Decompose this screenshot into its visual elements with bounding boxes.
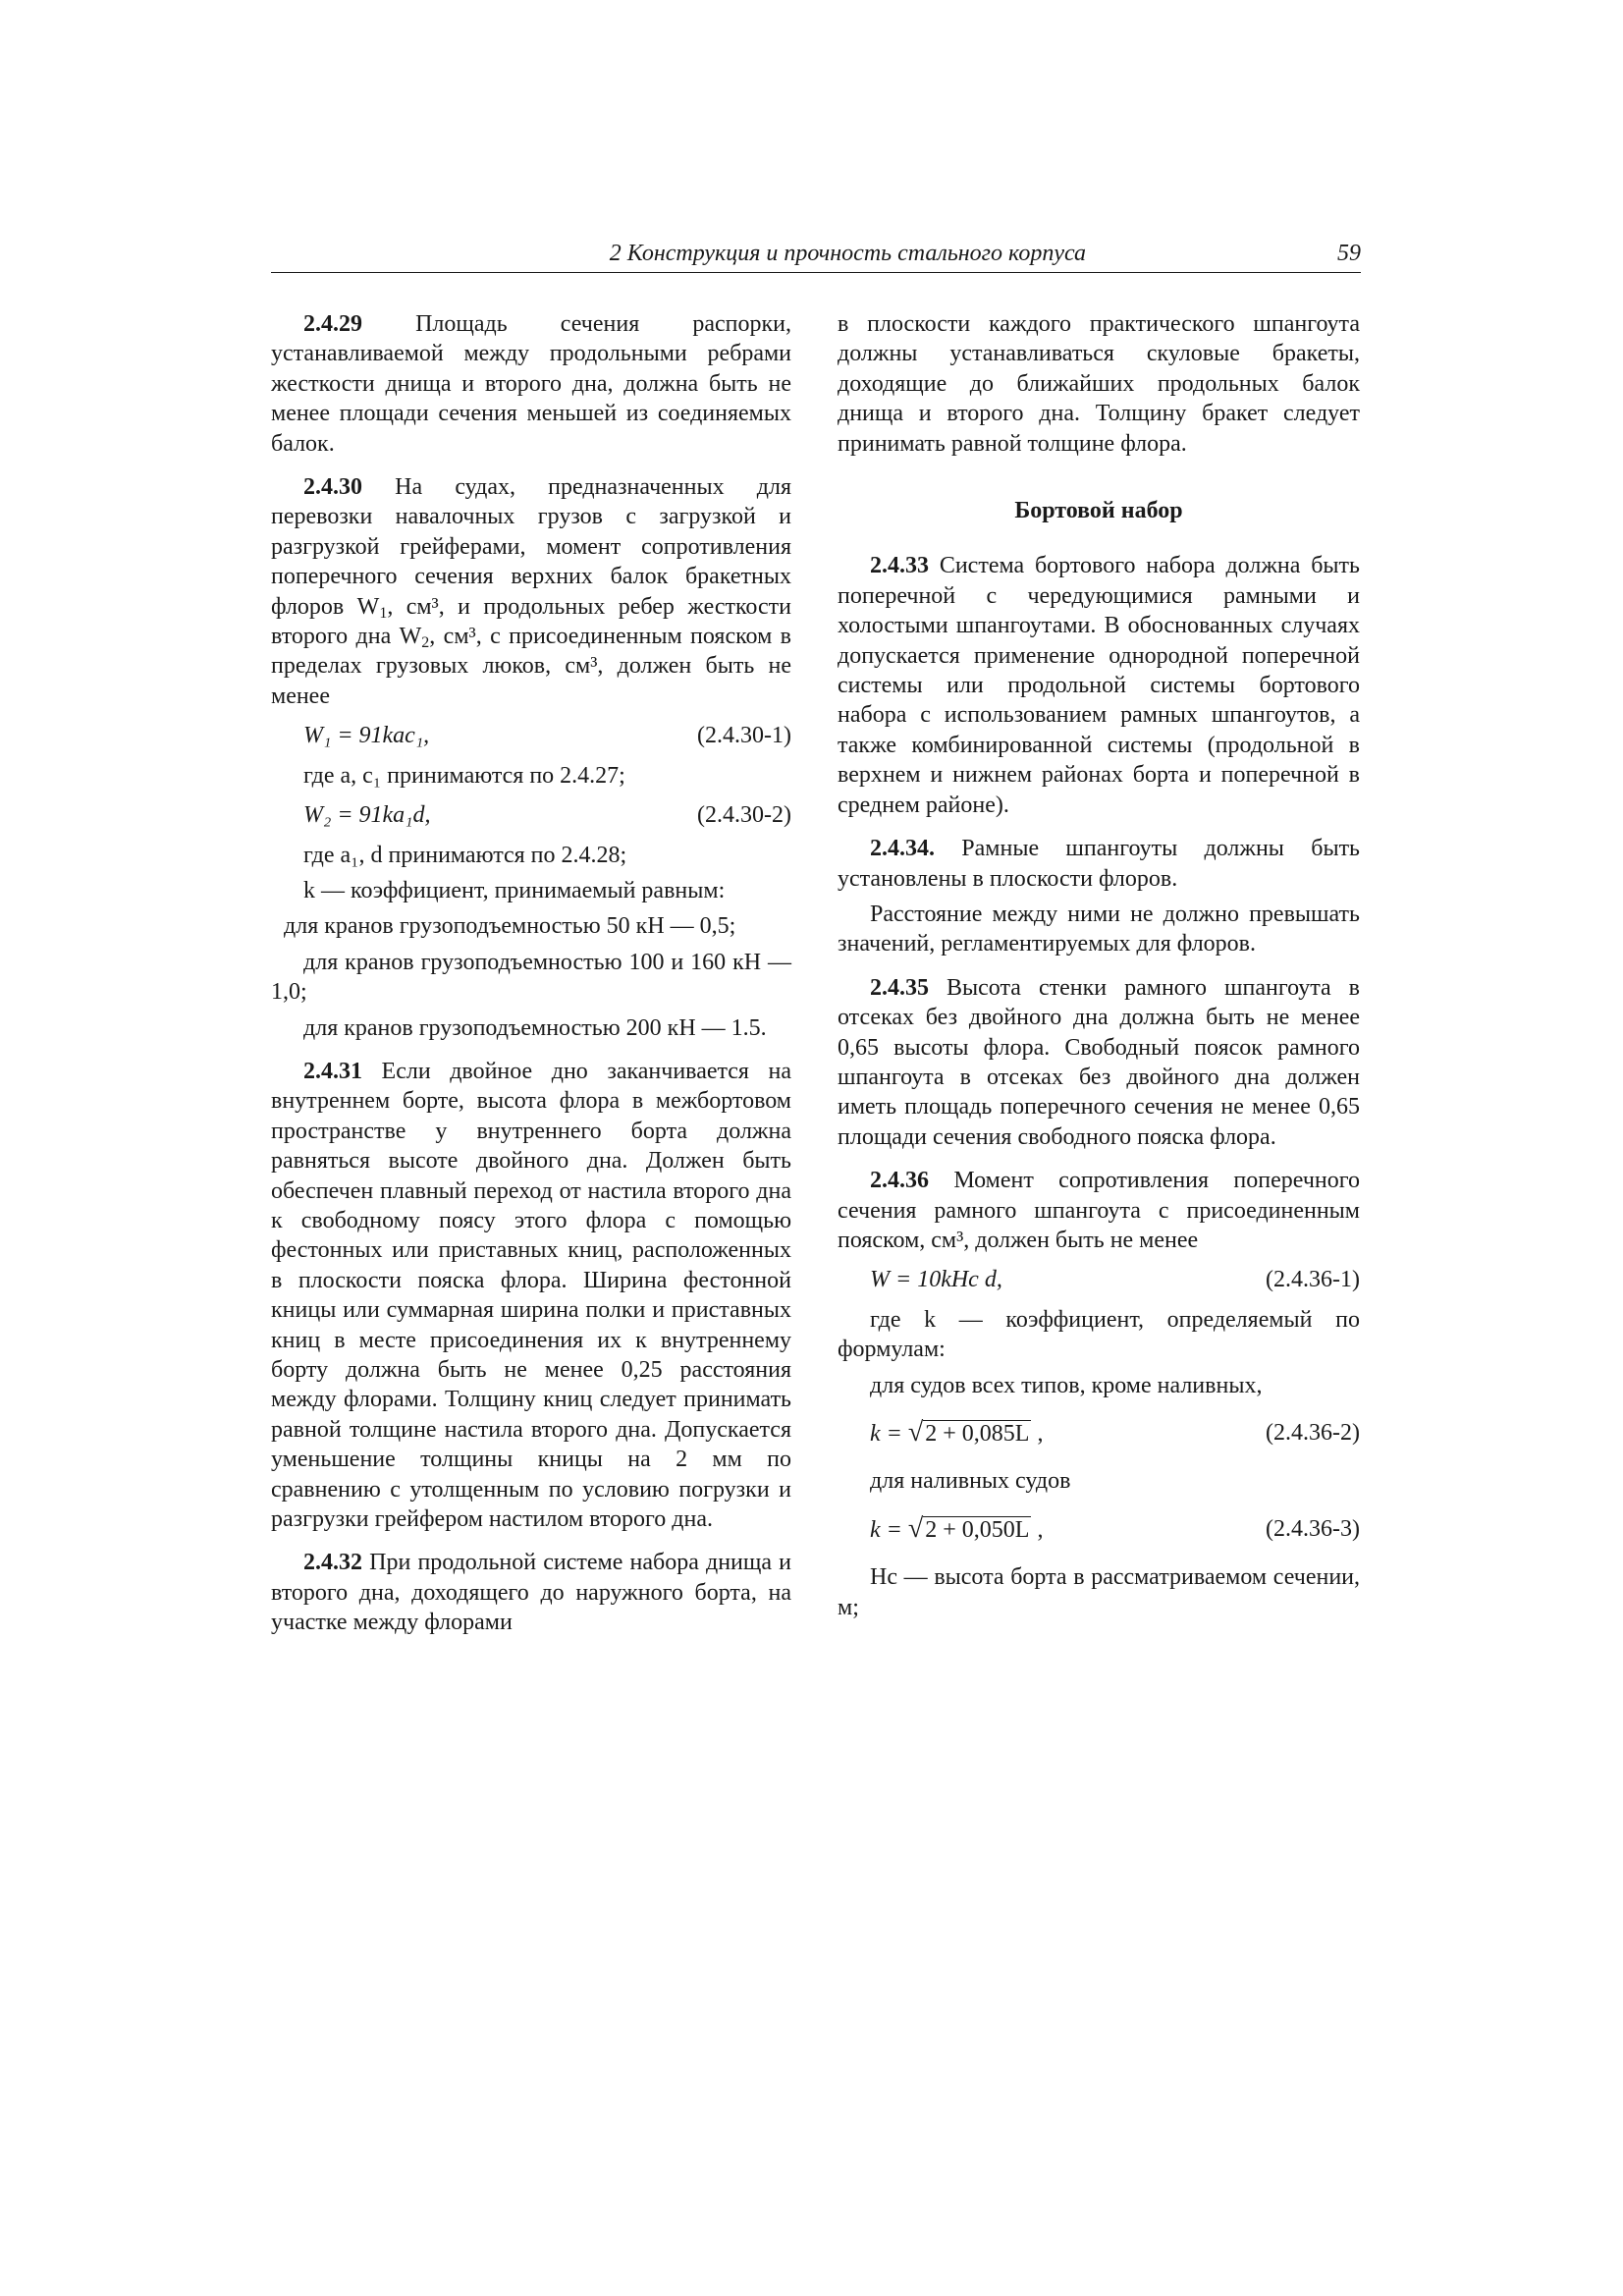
sqrt-icon: √ [907,1512,924,1544]
equation-number: (2.4.36-1) [1266,1267,1360,1293]
equation-2-4-30-2 [271,800,791,830]
clause-number: 2.4.29 [303,311,362,337]
clause-number: 2.4.36 [870,1168,929,1194]
paragraph-2-4-35 [838,973,1360,1152]
eq3-where: где k — коэффициент, определяемый по формулам: [838,1306,1360,1363]
eq1-where: где a, c₁ принимаются по 2.4.27; [303,762,625,789]
clause-number: 2.4.34. [870,836,935,862]
paragraph-text: При продольной системе набора днища и второго дна, доходящего до наружного борта, на участке между флорами [271,1550,791,1636]
equation-number: (2.4.30-1) [697,723,791,749]
paragraph-2-4-33 [838,551,1360,820]
clause-number: 2.4.35 [870,974,929,1001]
equation-number: (2.4.36-2) [1266,1420,1360,1446]
left-column [271,309,791,1638]
paragraph-2-4-30 [271,472,791,711]
formula: W = 10kHс d, [870,1267,1002,1293]
formula: W₂ = 91ka₁d, [303,802,431,829]
crane-100: для кранов грузоподъемностью 100 и 160 кН — 1,0; [271,949,791,1006]
paragraph-text: , см³, с присоединенным пояском в пределах грузовых люков, см³, должен быть не менее [271,624,791,709]
clause-number: 2.4.32 [303,1550,362,1576]
paragraph-2-4-32 [271,1548,791,1637]
paragraph-text: Момент сопротивления поперечного сечения рамного шпангоута с присоединенным пояском, см³, должен быть не менее [838,1168,1360,1253]
radicand: 2 + 0,050L [925,1516,1030,1543]
paragraph-text: Высота стенки рамного шпангоута в отсеках без двойного дна должна быть не менее 0,65 высоты флора. Свободный поясок рамного шпангоута в отсеках без двойного дна должен иметь площадь поперечного сечения не менее 0,65 площади сечения свободного пояска флора. [838,974,1360,1150]
radicand: 2 + 0,085L [925,1421,1030,1447]
subscript: 2 [421,634,430,652]
tankers-label: для наливных судов [870,1468,1071,1495]
section-heading: Бортовой набор [1014,498,1183,524]
paragraph-2-4-34 [838,834,1360,894]
right-column [838,309,1360,1622]
paragraph-text: Система бортового набора должна быть поперечной с чередующимися рамными и холостыми шпангоутами. В обоснованных случаях допускается применение однородной поперечной системы или продольной системы бортового набора с использованием рамных шпангоутов, а также комбинированной системы (продольной в верхнем и нижнем районах борта и поперечной в среднем районе). [838,553,1360,818]
equation-2-4-36-3 [838,1514,1360,1545]
equation-2-4-36-2 [838,1418,1360,1449]
paragraph-text: Если двойное дно заканчивается на внутреннем борте, высота флора в межбортовом пространстве у внутреннего борта должна равняться высоте двойного дна. Должен быть обеспечен плавный переход от настила второго дна к свободному поясу этого флора с помощью фестонных или приставных книц, расположенных в плоскости пояска флора. Ширина фестонной кницы или суммарная ширина полки и приставных книц в месте присоединения их к внутреннему борту должна быть не менее 0,25 расстояния между флорами. Толщину книц следует принимать равной толщине настила второго дна. Допускается уменьшение толщины кницы на 2 мм по сравнению с утолщенным по условию погрузки и разгрузки грейфером настилом второго дна. [271,1058,791,1533]
formula: W₁ = 91kac₁, [303,723,430,749]
eq2-where: где a₁, d принимаются по 2.4.28; [303,842,627,868]
sqrt-icon: √ [907,1417,924,1448]
paragraph-text: На судах, предназначенных для перевозки навалочных грузов с загрузкой и разгрузкой грейферами, момент сопротивления поперечного сечения верхних балок бракетных флоров W [271,474,791,620]
formula: k = √2 + 0,085L , [870,1417,1044,1448]
paragraph-text: Рамные шпангоуты должны быть установлены в плоскости флоров. [838,836,1360,892]
paragraph-2-4-32-continued: в плоскости каждого практического шпангоута должны устанавливаться скуловые бракеты, доходящие до ближайших продольных балок днища и второго дна. Толщину бракет следует принимать равной толщине флора. [838,311,1360,457]
equation-number: (2.4.30-2) [697,802,791,829]
subscript: 1 [379,604,388,622]
paragraph-2-4-29 [271,309,791,459]
header-title: 2 Конструкция и прочность стального корпуса [609,241,1086,266]
hc-definition: Hс — высота борта в рассматриваемом сечении, м; [838,1564,1360,1620]
clause-number: 2.4.33 [870,553,929,579]
running-header [271,241,1361,273]
paragraph-2-4-34-b: Расстояние между ними не должно превышать значений, регламентируемых для флоров. [838,901,1360,957]
clause-number: 2.4.30 [303,474,362,501]
crane-200: для кранов грузоподъемностью 200 кН — 1.5. [303,1014,767,1041]
k-definition: k — коэффициент, принимаемый равным: [303,877,726,903]
page-number: 59 [1337,241,1361,266]
crane-50: для кранов грузоподъемностью 50 кН — 0,5; [284,913,736,940]
formula-lhs: k = [870,1516,902,1543]
paragraph-text: Площадь сечения распорки, устанавливаемой между продольными ребрами жесткости днища и второго дна, должна быть не менее площади сечения меньшей из соединяемых балок. [271,311,791,457]
equation-number: (2.4.36-3) [1266,1515,1360,1542]
paragraph-2-4-31 [271,1057,791,1535]
paragraph-text: , см³, и продольных ребер жесткости второго дна W [271,593,791,650]
clause-number: 2.4.31 [303,1058,362,1084]
paragraph-2-4-36 [838,1166,1360,1255]
equation-2-4-36-1 [838,1265,1360,1294]
all-types-label: для судов всех типов, кроме наливных, [870,1372,1263,1398]
equation-2-4-30-1 [271,721,791,750]
formula-lhs: k = [870,1421,902,1447]
formula: k = √2 + 0,050L , [870,1512,1044,1544]
